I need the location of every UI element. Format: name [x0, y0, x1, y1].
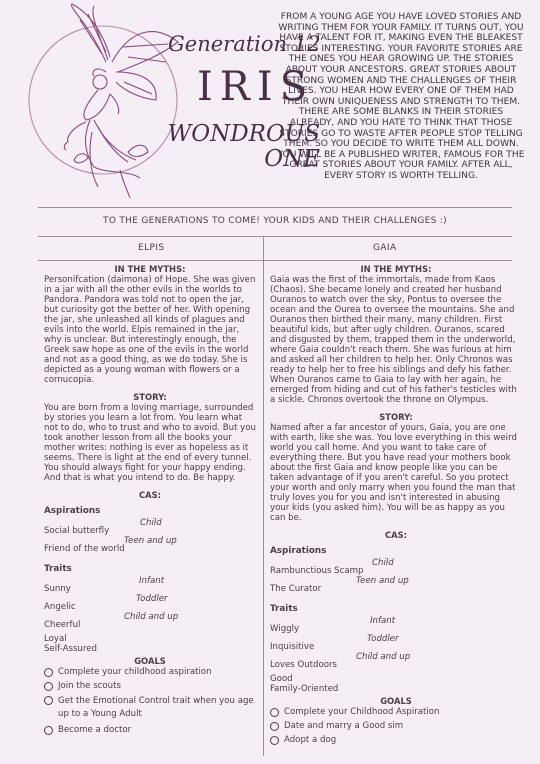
myths-heading: IN THE MYTHS:: [360, 264, 432, 274]
goal-text: Get the Emotional Control trait when you age up to a Young Adult: [58, 696, 254, 719]
trait-line-1: WONDROUS: [167, 121, 320, 147]
life-stage: Child and up: [124, 612, 179, 622]
story-text: Named after a far ancestor of yours, Gaia, you are one with earth, like she was. You love everything in this weird world you call home. And you want to take care of everything there. But you have read your mothers book about the first Gaia and know people like you can be taken advantage of if you aren't careful. So you protect your worth and only marry when you found the man that truly loves you for you and isn't interested in abusing your kids (you asked him). You will be as happy as you can be.: [270, 423, 517, 523]
kid-column-right: [270, 264, 522, 749]
top-rule: [38, 207, 512, 208]
fairy-illustration: [28, 2, 188, 202]
checkbox-circle-icon[interactable]: [44, 696, 53, 705]
cas-heading: CAS:: [384, 530, 407, 540]
goal-item[interactable]: [270, 735, 522, 745]
extra-trait: Self-Assured: [44, 644, 97, 654]
checkbox-circle-icon[interactable]: [270, 736, 279, 745]
kid-column-left: [44, 264, 256, 739]
myths-text: Gaia was the first of the immortals, made from Kaos (Chaos). She became lonely and created her husband Ouranos to watch over the sky, Pontus to oversee the ocean and the Ourea to oversee the mountains. She and Ouranos then birthed their many, many children. First beautiful kids, but after ugly children. Ouranos, scared and disgusted by them, trapped them in the underworld, where Gaia couldn't reach them. She was furious at him and asked all her children to help her. Only Chronos was ready to help her to free his siblings and defy his father. When Ouranos came to Gaia to lay with her again, he emerged from hiding and cut of his father's testicles with a sickle. Chronos overtook the throne on Olympus.: [270, 275, 517, 405]
goal-item[interactable]: [44, 667, 256, 677]
goal-text: Date and marry a Good sim: [284, 721, 404, 731]
life-stage: Child: [140, 518, 162, 528]
story-heading: STORY:: [379, 412, 413, 422]
life-stage: Teen and up: [124, 536, 177, 546]
trait-value: Sunny: [44, 584, 71, 594]
goal-item[interactable]: [44, 725, 256, 735]
trait-value: Cheerful: [44, 620, 81, 630]
goal-text: Complete your Childhood Aspiration: [284, 707, 440, 717]
trait-item: [44, 612, 256, 634]
checkbox-circle-icon[interactable]: [270, 722, 279, 731]
story-text: You are born from a loving marriage, surrounded by stories you learn a lot from. You learn what not to do, who to trust and who to avoid. But you took another lesson from all the books your mother writes: nothing is ever as hopeless as it seems. There is light at the end of every tunnel. You should always fight for your happy ending. And that is what you intend to do. Be happy.: [44, 403, 256, 483]
checkbox-circle-icon[interactable]: [270, 708, 279, 717]
names-rule: [38, 260, 512, 261]
aspiration-value: Friend of the world: [44, 544, 125, 554]
trait-value: Inquisitive: [270, 642, 315, 652]
aspiration-item: [270, 576, 522, 598]
life-stage: Infant: [370, 616, 396, 626]
checkbox-circle-icon[interactable]: [44, 682, 53, 691]
extra-trait: Family-Oriented: [270, 684, 339, 694]
extra-trait: Loyal: [44, 634, 67, 644]
life-stage: Toddler: [367, 634, 399, 644]
extra-trait: Good: [270, 674, 293, 684]
goal-item[interactable]: [44, 695, 256, 721]
trait-value: Wiggly: [270, 624, 300, 634]
column-divider: [263, 236, 264, 756]
kid-name-right: GAIA: [373, 243, 397, 253]
life-stage: Child: [372, 558, 394, 568]
aspiration-value: Rambunctious Scamp: [270, 566, 364, 576]
goal-item[interactable]: [270, 707, 522, 717]
trait-line-2: ONE: [264, 146, 320, 172]
goal-text: Complete your childhood aspiration: [58, 667, 212, 677]
goal-text: Join the scouts: [58, 681, 121, 691]
goals-heading: GOALS: [134, 656, 166, 666]
trait-value: Loves Outdoors: [270, 660, 338, 670]
life-stage: Teen and up: [356, 576, 409, 586]
traits-heading: Traits: [44, 564, 72, 574]
goals-heading: GOALS: [380, 696, 412, 706]
goal-text: Become a doctor: [58, 725, 132, 735]
checkbox-circle-icon[interactable]: [44, 726, 53, 735]
kid-name-left: ELPIS: [138, 243, 165, 253]
generation-title: Generation 12: [168, 32, 321, 56]
trait-item: [270, 652, 522, 674]
goal-item[interactable]: [44, 681, 256, 691]
aspirations-heading: Aspirations: [44, 506, 101, 516]
story-heading: STORY:: [133, 392, 167, 402]
cas-heading: CAS:: [138, 490, 161, 500]
life-stage: Toddler: [136, 594, 168, 604]
sim-name: IRIS: [197, 64, 315, 110]
goal-text: Adopt a dog: [284, 735, 337, 745]
life-stage: Infant: [139, 576, 165, 586]
banner-rule: [38, 236, 512, 237]
goal-item[interactable]: [270, 721, 522, 731]
checkbox-circle-icon[interactable]: [44, 668, 53, 677]
life-stage: Child and up: [356, 652, 411, 662]
aspiration-value: The Curator: [270, 584, 322, 594]
traits-heading: Traits: [270, 604, 298, 614]
aspiration-value: Social butterfly: [44, 526, 110, 536]
myths-text: Personifcation (daimona) of Hope. She was given in a jar with all the other evils in the worlds to Pandora. Pandora was told not to open the jar, but curiosity got the better of her. With opening the jar, she unleashed all kinds of plagues and evils into the world. Elpis remained in the jar, why is unclear. But interestingly enough, the Greek saw hope as one of the evils in the world and not as a good thing, as we do today. She is depicted as a young woman with flowers or a cornucopia.: [44, 275, 256, 385]
banner-text: TO THE GENERATIONS TO COME! YOUR KIDS AND THEIR CHALLENGES :): [103, 216, 447, 226]
intro-text: FROM A YOUNG AGE YOU HAVE LOVED STORIES AND WRITING THEM FOR YOUR FAMILY. IT TURNS OUT, YOU HAVE A TALENT FOR IT, MAKING EVEN THE BLEAKEST STORIES INTERESTING. YOUR FAVORITE STORIES ARE THE ONES YOU HEAR GROWING UP. THE STORIES ABOUT YOUR ANCESTORS. GREAT STORIES ABOUT STRONG WOMEN AND THE CHALLENGES OF THEIR LIVES. YOU HEAR HOW EVERY ONE OF THEM HAD THEIR OWN UNIQUENESS AND STRENGTH TO THEM. THERE ARE SOME BLANKS IN THEIR STORIES ALREADY, AND YOU HATE TO THINK THAT THOSE STORIES GO TO WASTE AFTER PEOPLE STOP TELLING THEM. SO YOU DECIDE TO WRITE THEM ALL DOWN. YOU WILL BE A PUBLISHED WRITER, FAMOUS FOR THE GREAT STORIES ABOUT YOUR FAMILY. AFTER ALL, EVERY STORY IS WORTH TELLING.: [277, 12, 525, 181]
myths-heading: IN THE MYTHS:: [114, 264, 186, 274]
aspirations-heading: Aspirations: [270, 546, 327, 556]
trait-value: Angelic: [44, 602, 76, 612]
aspiration-item: [44, 536, 256, 558]
